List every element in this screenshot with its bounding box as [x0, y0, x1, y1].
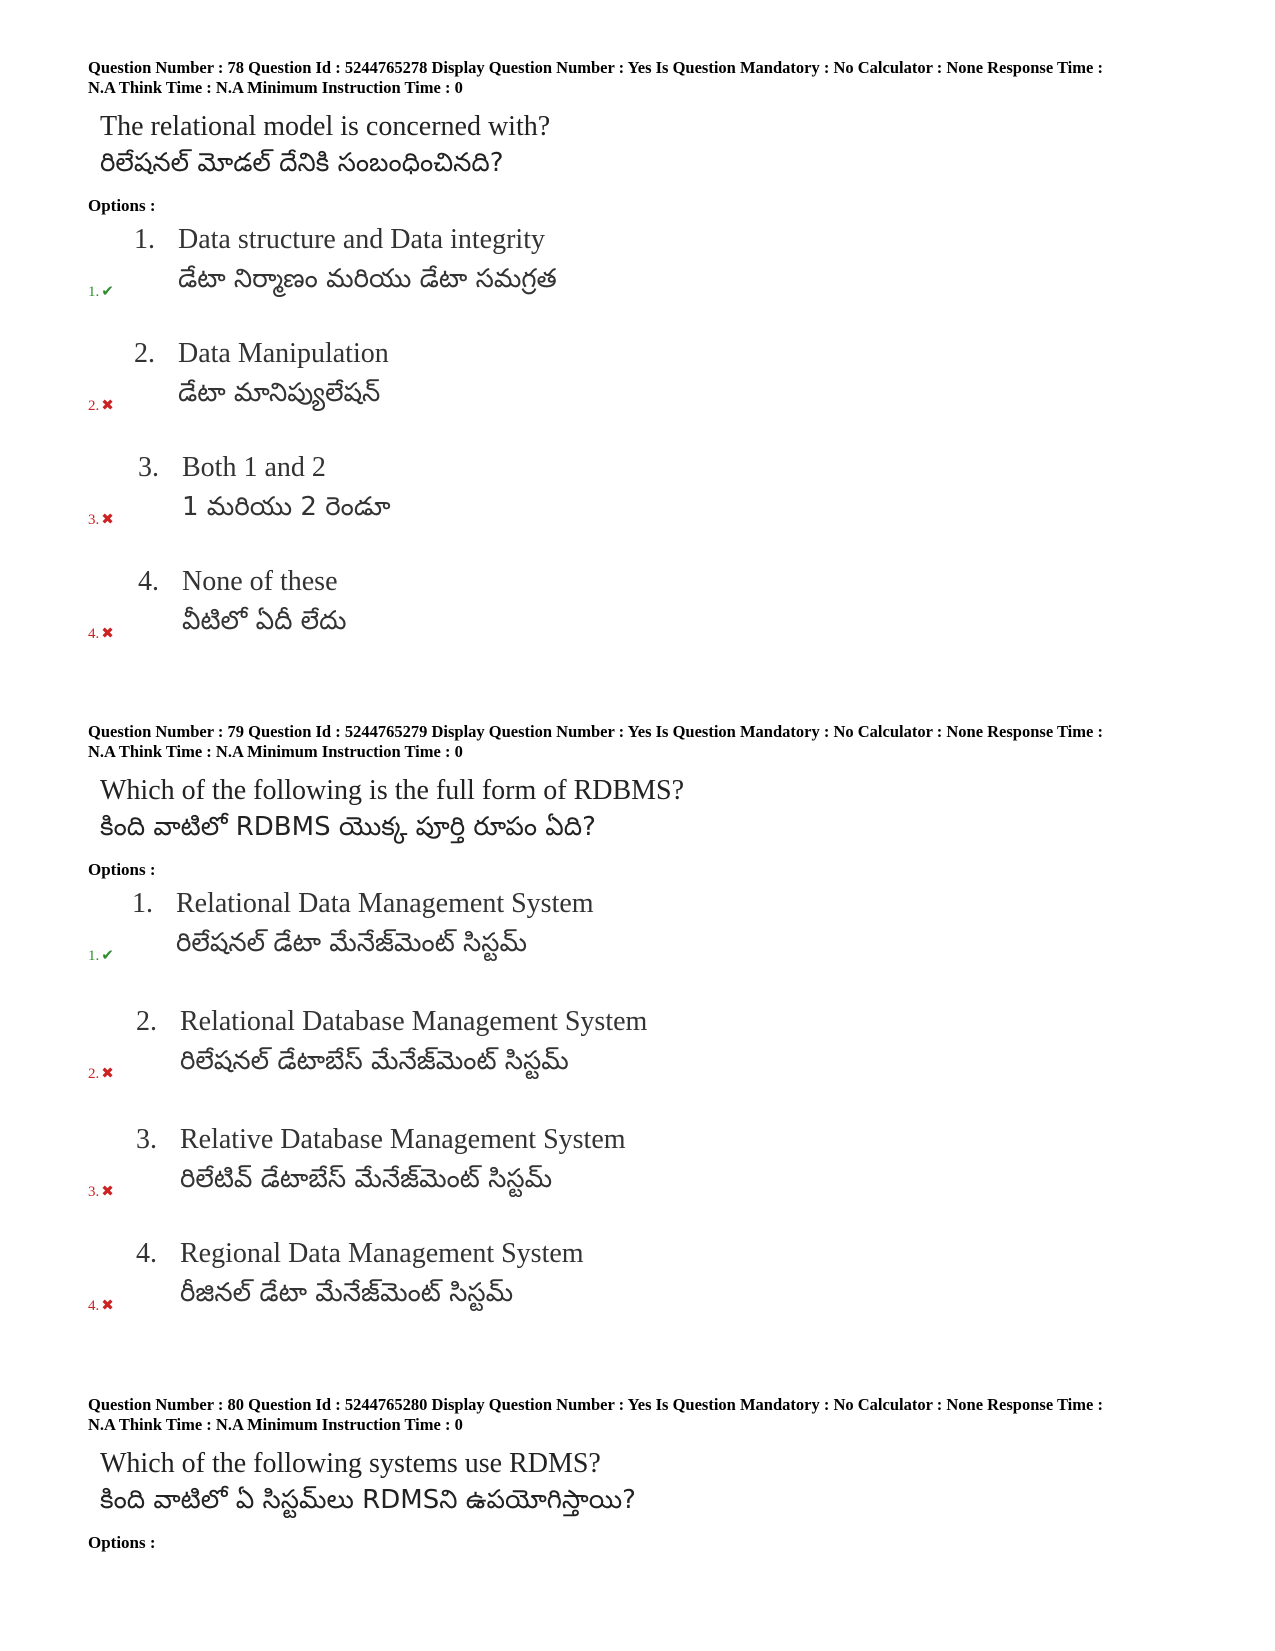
question-meta-line1: Question Number : 80 Question Id : 5244765280 Display Question Number : Yes Is Question Mandatory : No Calculator : None Response Time :: [88, 1395, 1103, 1414]
option-text-english: Relative Database Management System: [180, 1124, 626, 1155]
option-number: 3.: [138, 452, 159, 483]
option-text-telugu: వీటిలో ఏదీ లేదు: [182, 606, 347, 636]
option-number: 2.: [136, 1006, 157, 1037]
option-text-english: Data structure and Data integrity: [178, 224, 545, 255]
answer-marker: 3. ✖: [88, 512, 114, 528]
question-text-telugu: కింది వాటిలో ఏ సిస్టమ్‌లు RDMSని ఉపయోగిస్తాయి?: [100, 1485, 636, 1515]
cross-icon: ✖: [101, 626, 114, 642]
answer-marker: 4. ✖: [88, 626, 114, 642]
question-meta: [88, 1395, 1198, 1435]
cross-icon: ✖: [101, 398, 114, 414]
option-3[interactable]: [88, 1124, 1198, 1238]
question-meta-line2: N.A Think Time : N.A Minimum Instruction Time : 0: [88, 78, 463, 97]
question-meta: [88, 722, 1198, 762]
options-list-79: [88, 888, 1198, 1352]
question-text-english: Which of the following systems use RDMS?: [100, 1448, 601, 1479]
question-text: [100, 110, 1198, 182]
option-number: 4.: [136, 1238, 157, 1269]
cross-icon: ✖: [101, 1184, 114, 1200]
option-2[interactable]: [88, 338, 1198, 452]
options-label: Options :: [88, 860, 156, 879]
check-icon: ✔: [101, 284, 114, 300]
option-text-telugu: 1 మరియు 2 రెండూ: [182, 492, 391, 522]
question-78: [88, 58, 1198, 216]
option-text-english: Relational Database Management System: [180, 1006, 648, 1037]
check-icon: ✔: [101, 948, 114, 964]
options-label: Options :: [88, 1533, 156, 1552]
option-4[interactable]: [88, 566, 1198, 680]
option-text-english: Regional Data Management System: [180, 1238, 584, 1269]
question-text: [100, 1447, 1198, 1519]
option-number: 1.: [132, 888, 153, 919]
cross-icon: ✖: [101, 512, 114, 528]
question-80: [88, 1395, 1198, 1553]
option-number: 1.: [134, 224, 155, 255]
cross-icon: ✖: [101, 1298, 114, 1314]
answer-marker: 2. ✖: [88, 398, 114, 414]
option-4[interactable]: [88, 1238, 1198, 1352]
answer-marker: 2. ✖: [88, 1066, 114, 1082]
option-number: 3.: [136, 1124, 157, 1155]
option-number: 4.: [138, 566, 159, 597]
option-text-english: Both 1 and 2: [182, 452, 326, 483]
option-text-english: Relational Data Management System: [176, 888, 594, 919]
question-meta-line2: N.A Think Time : N.A Minimum Instruction Time : 0: [88, 742, 463, 761]
question-text-english: The relational model is concerned with?: [100, 111, 551, 142]
question-text: [100, 774, 1198, 846]
question-text-telugu: కింది వాటిలో RDBMS యొక్క పూర్తి రూపం ఏది?: [100, 812, 596, 842]
option-text-telugu: రిలేషనల్ డేటాబేస్ మేనేజ్‌మెంట్ సిస్టమ్: [180, 1046, 569, 1076]
option-1[interactable]: [88, 224, 1198, 338]
answer-marker: 1. ✔: [88, 284, 114, 300]
option-text-telugu: రిలేటివ్ డేటాబేస్ మేనేజ్‌మెంట్ సిస్టమ్: [180, 1164, 553, 1194]
question-meta-line1: Question Number : 79 Question Id : 5244765279 Display Question Number : Yes Is Question Mandatory : No Calculator : None Response Time :: [88, 722, 1103, 741]
options-list-78: [88, 224, 1198, 680]
option-text-english: Data Manipulation: [178, 338, 389, 369]
options-label: Options :: [88, 196, 156, 215]
answer-marker: 4. ✖: [88, 1298, 114, 1314]
question-meta-line2: N.A Think Time : N.A Minimum Instruction Time : 0: [88, 1415, 463, 1434]
option-2[interactable]: [88, 1006, 1198, 1124]
question-meta: [88, 58, 1198, 98]
question-text-english: Which of the following is the full form of RDBMS?: [100, 775, 685, 806]
option-1[interactable]: [88, 888, 1198, 1006]
option-text-telugu: డేటా మానిప్యులేషన్: [178, 378, 381, 408]
question-meta-line1: Question Number : 78 Question Id : 5244765278 Display Question Number : Yes Is Question Mandatory : No Calculator : None Response Time :: [88, 58, 1103, 77]
option-text-telugu: రీజినల్ డేటా మేనేజ్‌మెంట్ సిస్టమ్: [180, 1278, 514, 1308]
option-text-english: None of these: [182, 566, 338, 597]
answer-marker: 1. ✔: [88, 948, 114, 964]
question-79: [88, 722, 1198, 880]
question-text-telugu: రిలేషనల్ మోడల్ దేనికి సంబంధించినది?: [100, 148, 504, 178]
option-3[interactable]: [88, 452, 1198, 566]
option-text-telugu: డేటా నిర్మాణం మరియు డేటా సమగ్రత: [178, 264, 557, 294]
answer-marker: 3. ✖: [88, 1184, 114, 1200]
option-text-telugu: రిలేషనల్ డేటా మేనేజ్‌మెంట్ సిస్టమ్: [176, 928, 528, 958]
cross-icon: ✖: [101, 1066, 114, 1082]
option-number: 2.: [134, 338, 155, 369]
